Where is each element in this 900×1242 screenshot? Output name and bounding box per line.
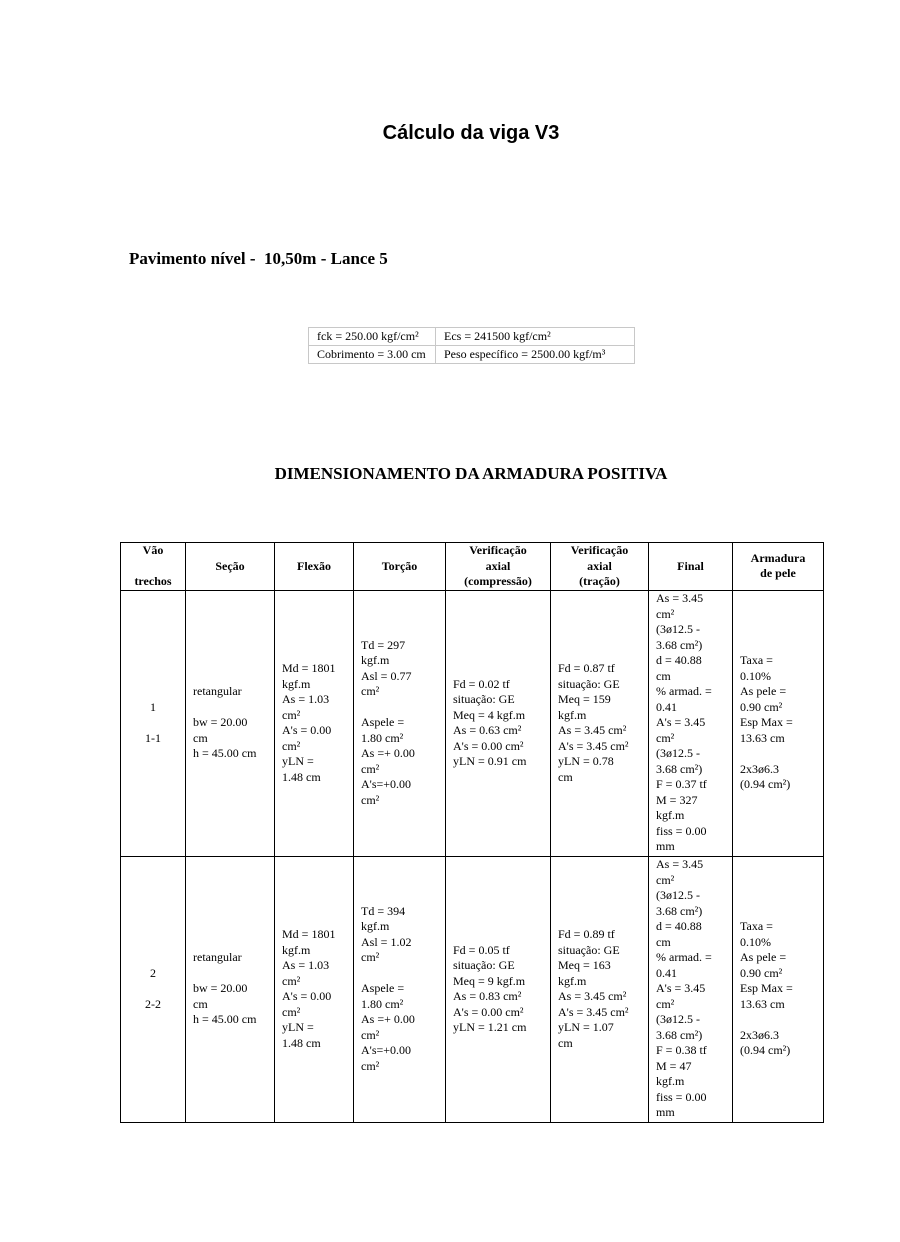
parameters-table [308,327,635,364]
cell-line: cm [558,1035,573,1050]
cell-line: yLN = 0.78 [558,754,614,768]
header-secao: Seção [186,543,275,591]
cell-line: cm² [282,1004,301,1019]
cell-line: d = 40.88 [656,653,702,668]
cell-line: 0.41 [656,699,677,714]
parameters-row [309,328,635,346]
header-tracao-line: Verificação [570,543,629,557]
table-row [121,856,824,1122]
cell-line: M = 47 [656,1058,692,1073]
cell-line: F = 0.38 tf [656,1043,707,1058]
cell-line: A's = 3.45 cm² [558,1004,629,1019]
cell-line: 0.90 cm² [740,965,783,980]
cell-line: 0.41 [656,965,677,980]
cell-line: A's = 3.45 cm² [558,738,629,753]
cell-line: Meq = 9 kgf.m [453,973,526,988]
cell-line: (3ø12.5 - [656,622,700,637]
cell-line: Asl = 1.02 [361,934,412,949]
cell-line: Meq = 159 [558,692,611,706]
fck-cell: fck = 250.00 kgf/cm² [309,328,436,346]
cell-line [740,1012,816,1028]
cell-line: yLN = 0.91 cm [453,754,527,768]
reinforcement-table [120,542,824,1123]
cell-line: Taxa = [740,653,773,668]
cell-line: cm² [361,950,380,965]
cell-line: Td = 297 [361,637,406,652]
cell-line: A's=+0.00 [361,777,412,792]
cell-line: kgf.m [361,919,390,934]
cell-line: cm² [361,761,380,776]
cell-line: 0.90 cm² [740,699,783,714]
cell-line: 2x3ø6.3 [740,1027,779,1042]
cell-line: h = 45.00 cm [193,1012,257,1027]
cell-line: cm² [361,684,380,699]
trecho-label: 2-2 [145,996,161,1011]
cell-line: A's = 0.00 [282,723,332,737]
cell-line: yLN = [282,1020,314,1034]
cell-line: yLN = [282,754,314,768]
cell-line: d = 40.88 [656,919,702,934]
cell-line: cm² [282,707,301,722]
cell-line: kgf.m [361,653,390,668]
header-vao: Vão [142,543,164,557]
cell-final [649,590,733,856]
cell-line: Td = 394 [361,903,406,918]
cell-line: kgf.m [282,942,311,957]
cell-line: (3ø12.5 - [656,888,700,903]
cell-line: 0.10% [740,668,771,683]
header-torcao: Torção [354,543,446,591]
vao-number: 2 [150,965,156,980]
cell-line: cm [193,996,208,1011]
cell-line: (0.94 cm²) [740,1043,791,1058]
cell-final [649,856,733,1122]
cell-line: yLN = 1.07 [558,1020,614,1034]
cell-line: 2x3ø6.3 [740,761,779,776]
cell-line: % armad. = [656,950,712,965]
cell-line: 13.63 cm [740,996,785,1011]
header-tracao [551,543,649,591]
cell-line: 0.10% [740,934,771,949]
cell-torcao [354,590,446,856]
cell-line: Md = 1801 [282,661,336,675]
cell-line: As = 0.83 cm² [453,989,522,1003]
cell-line: h = 45.00 cm [193,746,257,761]
cell-line: cm [193,730,208,745]
section-heading: DIMENSIONAMENTO DA ARMADURA POSITIVA [274,464,668,483]
cell-line: Fd = 0.02 tf [453,676,510,691]
cell-line: 1.80 cm² [361,996,404,1011]
cell-line: 13.63 cm [740,730,785,745]
cell-line: As pele = [740,950,787,965]
cell-line: 1.48 cm [282,769,321,784]
cell-line: cm [656,934,671,949]
header-compressao-line: (compressão) [464,574,532,588]
cell-line: A's=+0.00 [361,1043,412,1058]
cell-line: kgf.m [656,808,685,823]
cell-line: 1.80 cm² [361,730,404,745]
cell-line: As = 3.45 cm² [558,723,627,737]
cell-torcao [354,856,446,1122]
cell-line: cm² [656,996,675,1011]
header-pele-line: de pele [760,566,796,581]
cell-line: mm [656,1105,675,1120]
cell-line: As = 1.03 [282,692,330,706]
cell-line: situação: GE [558,942,620,957]
cell-line: kgf.m [282,676,311,691]
cell-line: F = 0.37 tf [656,777,707,792]
cell-line: A's = 0.00 cm² [453,1004,524,1019]
cell-line: kgf.m [558,707,587,722]
cell-line: cm² [282,738,301,753]
cell-line: As =+ 0.00 [361,1012,415,1027]
vao-number: 1 [150,699,156,714]
cell-line: cm² [656,606,675,621]
floor-subtitle: Pavimento nível - 10,50m - Lance 5 [129,249,388,268]
header-tracao-line: (tração) [579,574,620,588]
cell-line [193,966,267,982]
header-pele-line: Armadura [750,550,806,565]
cell-line: retangular [193,684,242,699]
cell-line [193,700,267,716]
cell-line: As = 3.45 [656,591,704,606]
cell-line: bw = 20.00 [193,715,248,730]
cell-line: bw = 20.00 [193,981,248,996]
header-compressao-line: Verificação [469,543,527,557]
cell-line: 3.68 cm²) [656,761,703,776]
cell-line [361,966,438,982]
header-trechos: trechos [134,574,172,588]
cell-line: retangular [193,950,242,965]
cell-line: 3.68 cm²) [656,903,703,918]
cell-line: As pele = [740,684,787,699]
cell-line: situação: GE [558,676,620,691]
cell-line: As = 3.45 [656,857,704,872]
header-compressao-line: axial [485,558,511,573]
cell-line: A's = 3.45 [656,981,706,996]
header-compressao [446,543,551,591]
cell-compressao [446,590,551,856]
cell-line: cm [656,668,671,683]
cell-line: cm² [361,1027,380,1042]
cell-line: As = 1.03 [282,958,330,972]
cell-line: cm [558,769,573,784]
cell-line: Fd = 0.05 tf [453,942,510,957]
header-flexao: Flexão [275,543,354,591]
cell-tracao [551,856,649,1122]
cell-line: fiss = 0.00 [656,823,707,838]
cell-line: kgf.m [656,1074,685,1089]
cell-line: situação: GE [453,692,515,706]
cell-line: Aspele = [361,981,405,996]
cell-line: fiss = 0.00 [656,1089,707,1104]
page-title: Cálculo da viga V3 [382,122,560,144]
cell-line: A's = 0.00 cm² [453,738,524,753]
header-final: Final [649,543,733,591]
cell-line: Esp Max = [740,715,793,730]
cell-line: kgf.m [558,973,587,988]
header-tracao-line: axial [587,558,612,573]
cell-line: M = 327 [656,792,698,807]
cell-line: As = 0.63 cm² [453,723,522,737]
cell-line: cm² [361,1058,380,1073]
cell-line: Md = 1801 [282,927,336,941]
cell-line: Meq = 163 [558,958,611,972]
header-armadura-pele [733,543,824,591]
header-vao-trechos [121,543,186,591]
cell-line: yLN = 1.21 cm [453,1020,527,1034]
cell-tracao [551,590,649,856]
cell-line: Fd = 0.89 tf [558,927,615,941]
cell-line: Esp Max = [740,981,793,996]
cell-line: Taxa = [740,919,773,934]
cell-line: cm² [656,872,675,887]
cell-line: A's = 0.00 [282,989,332,1003]
cell-pele [733,590,824,856]
cell-flexao [275,856,354,1122]
cobrimento-cell: Cobrimento = 3.00 cm [309,346,436,364]
cell-line: 1.48 cm [282,1035,321,1050]
cell-line: As = 3.45 cm² [558,989,627,1003]
cell-line: Meq = 4 kgf.m [453,707,526,722]
cell-compressao [446,856,551,1122]
cell-vao-trecho [121,590,186,856]
cell-line: (3ø12.5 - [656,746,700,761]
trecho-label: 1-1 [145,730,161,745]
cell-line: cm² [656,730,675,745]
cell-line: cm² [282,973,301,988]
cell-line: situação: GE [453,958,515,972]
cell-line: 3.68 cm²) [656,1027,703,1042]
ecs-cell: Ecs = 241500 kgf/cm² [436,328,635,346]
cell-line: Fd = 0.87 tf [558,661,615,675]
cell-line: (3ø12.5 - [656,1012,700,1027]
header-row [121,543,824,591]
cell-line: (0.94 cm²) [740,777,791,792]
cell-secao [186,590,275,856]
peso-especifico-cell: Peso específico = 2500.00 kgf/m³ [436,346,635,364]
cell-line: Aspele = [361,715,405,730]
cell-line: mm [656,839,675,854]
cell-vao-trecho [121,856,186,1122]
cell-line: cm² [361,792,380,807]
cell-line: 3.68 cm²) [656,637,703,652]
table-row [121,590,824,856]
cell-flexao [275,590,354,856]
cell-line: As =+ 0.00 [361,746,415,761]
cell-line: % armad. = [656,684,712,699]
cell-line [740,746,816,762]
cell-pele [733,856,824,1122]
parameters-row [309,346,635,364]
cell-line: A's = 3.45 [656,715,706,730]
cell-line: Asl = 0.77 [361,668,412,683]
cell-line [361,700,438,716]
cell-secao [186,856,275,1122]
